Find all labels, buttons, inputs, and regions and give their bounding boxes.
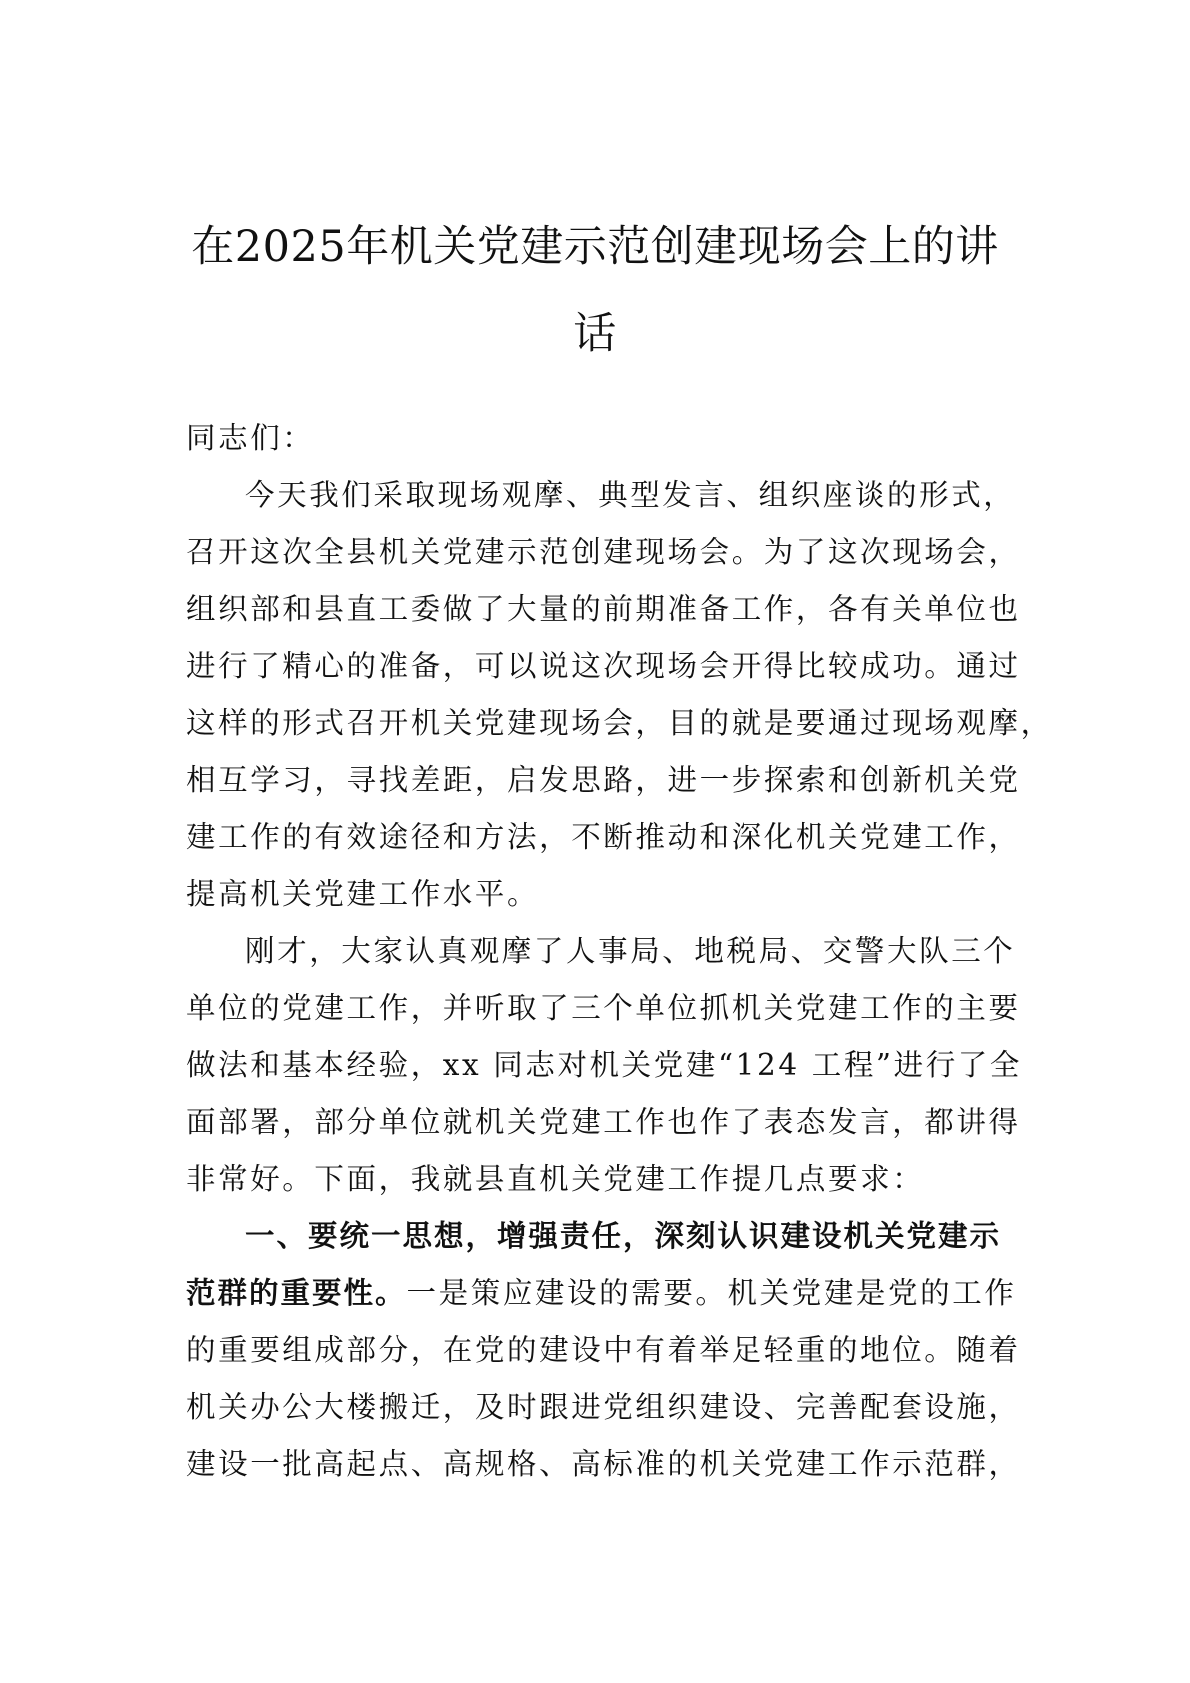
salutation: 同志们： — [186, 421, 315, 455]
document-body — [186, 410, 1053, 1493]
paragraph-3-line: 的重要组成部分，在党的建设中有着举足轻重的地位。随着 — [186, 1333, 1021, 1367]
paragraph-1-line: 提高机关党建工作水平。 — [186, 877, 540, 911]
paragraph-1-line: 建工作的有效途径和方法，不断推动和深化机关党建工作， — [186, 820, 1021, 854]
paragraph-1-line: 进行了精心的准备，可以说这次现场会开得比较成功。通过 — [186, 649, 1021, 683]
paragraph-2-line: 单位的党建工作，并听取了三个单位抓机关党建工作的主要 — [186, 991, 1021, 1025]
document-title-line-1: 在2025年机关党建示范创建现场会上的讲 — [191, 222, 999, 272]
paragraph-3-line: 建设一批高起点、高规格、高标准的机关党建工作示范群， — [186, 1447, 1021, 1481]
paragraph-1-line: 相互学习，寻找差距，启发思路，进一步探索和创新机关党 — [186, 763, 1021, 797]
section-heading-1-continued: 范群的重要性。 — [186, 1276, 407, 1310]
document-title-line-2: 话 — [573, 309, 617, 359]
paragraph-3-line — [186, 1265, 1026, 1322]
paragraph-1-line: 今天我们采取现场观摩、典型发言、组织座谈的形式， — [245, 478, 1016, 512]
paragraph-2-line: 刚才，大家认真观摩了人事局、地税局、交警大队三个 — [245, 934, 1016, 968]
paragraph-1-line: 组织部和县直工委做了大量的前期准备工作，各有关单位也 — [186, 592, 1021, 626]
section-heading-1: 一、要统一思想，增强责任，深刻认识建设机关党建示 — [245, 1219, 1002, 1253]
paragraph-3-text: 一是策应建设的需要。机关党建是党的工作 — [406, 1276, 1017, 1310]
paragraph-1-line: 召开这次全县机关党建示范创建现场会。为了这次现场会， — [186, 535, 1021, 569]
paragraph-2-line: 做法和基本经验，xx 同志对机关党建“124 工程”进行了全 — [186, 1048, 1022, 1082]
paragraph-2-line: 面部署，部分单位就机关党建工作也作了表态发言，都讲得 — [186, 1105, 1021, 1139]
paragraph-3-line: 机关办公大楼搬迁，及时跟进党组织建设、完善配套设施， — [186, 1390, 1021, 1424]
paragraph-1-line: 这样的形式召开机关党建现场会，目的就是要通过现场观摩， — [186, 706, 1053, 740]
paragraph-2-line: 非常好。下面，我就县直机关党建工作提几点要求： — [186, 1162, 925, 1196]
